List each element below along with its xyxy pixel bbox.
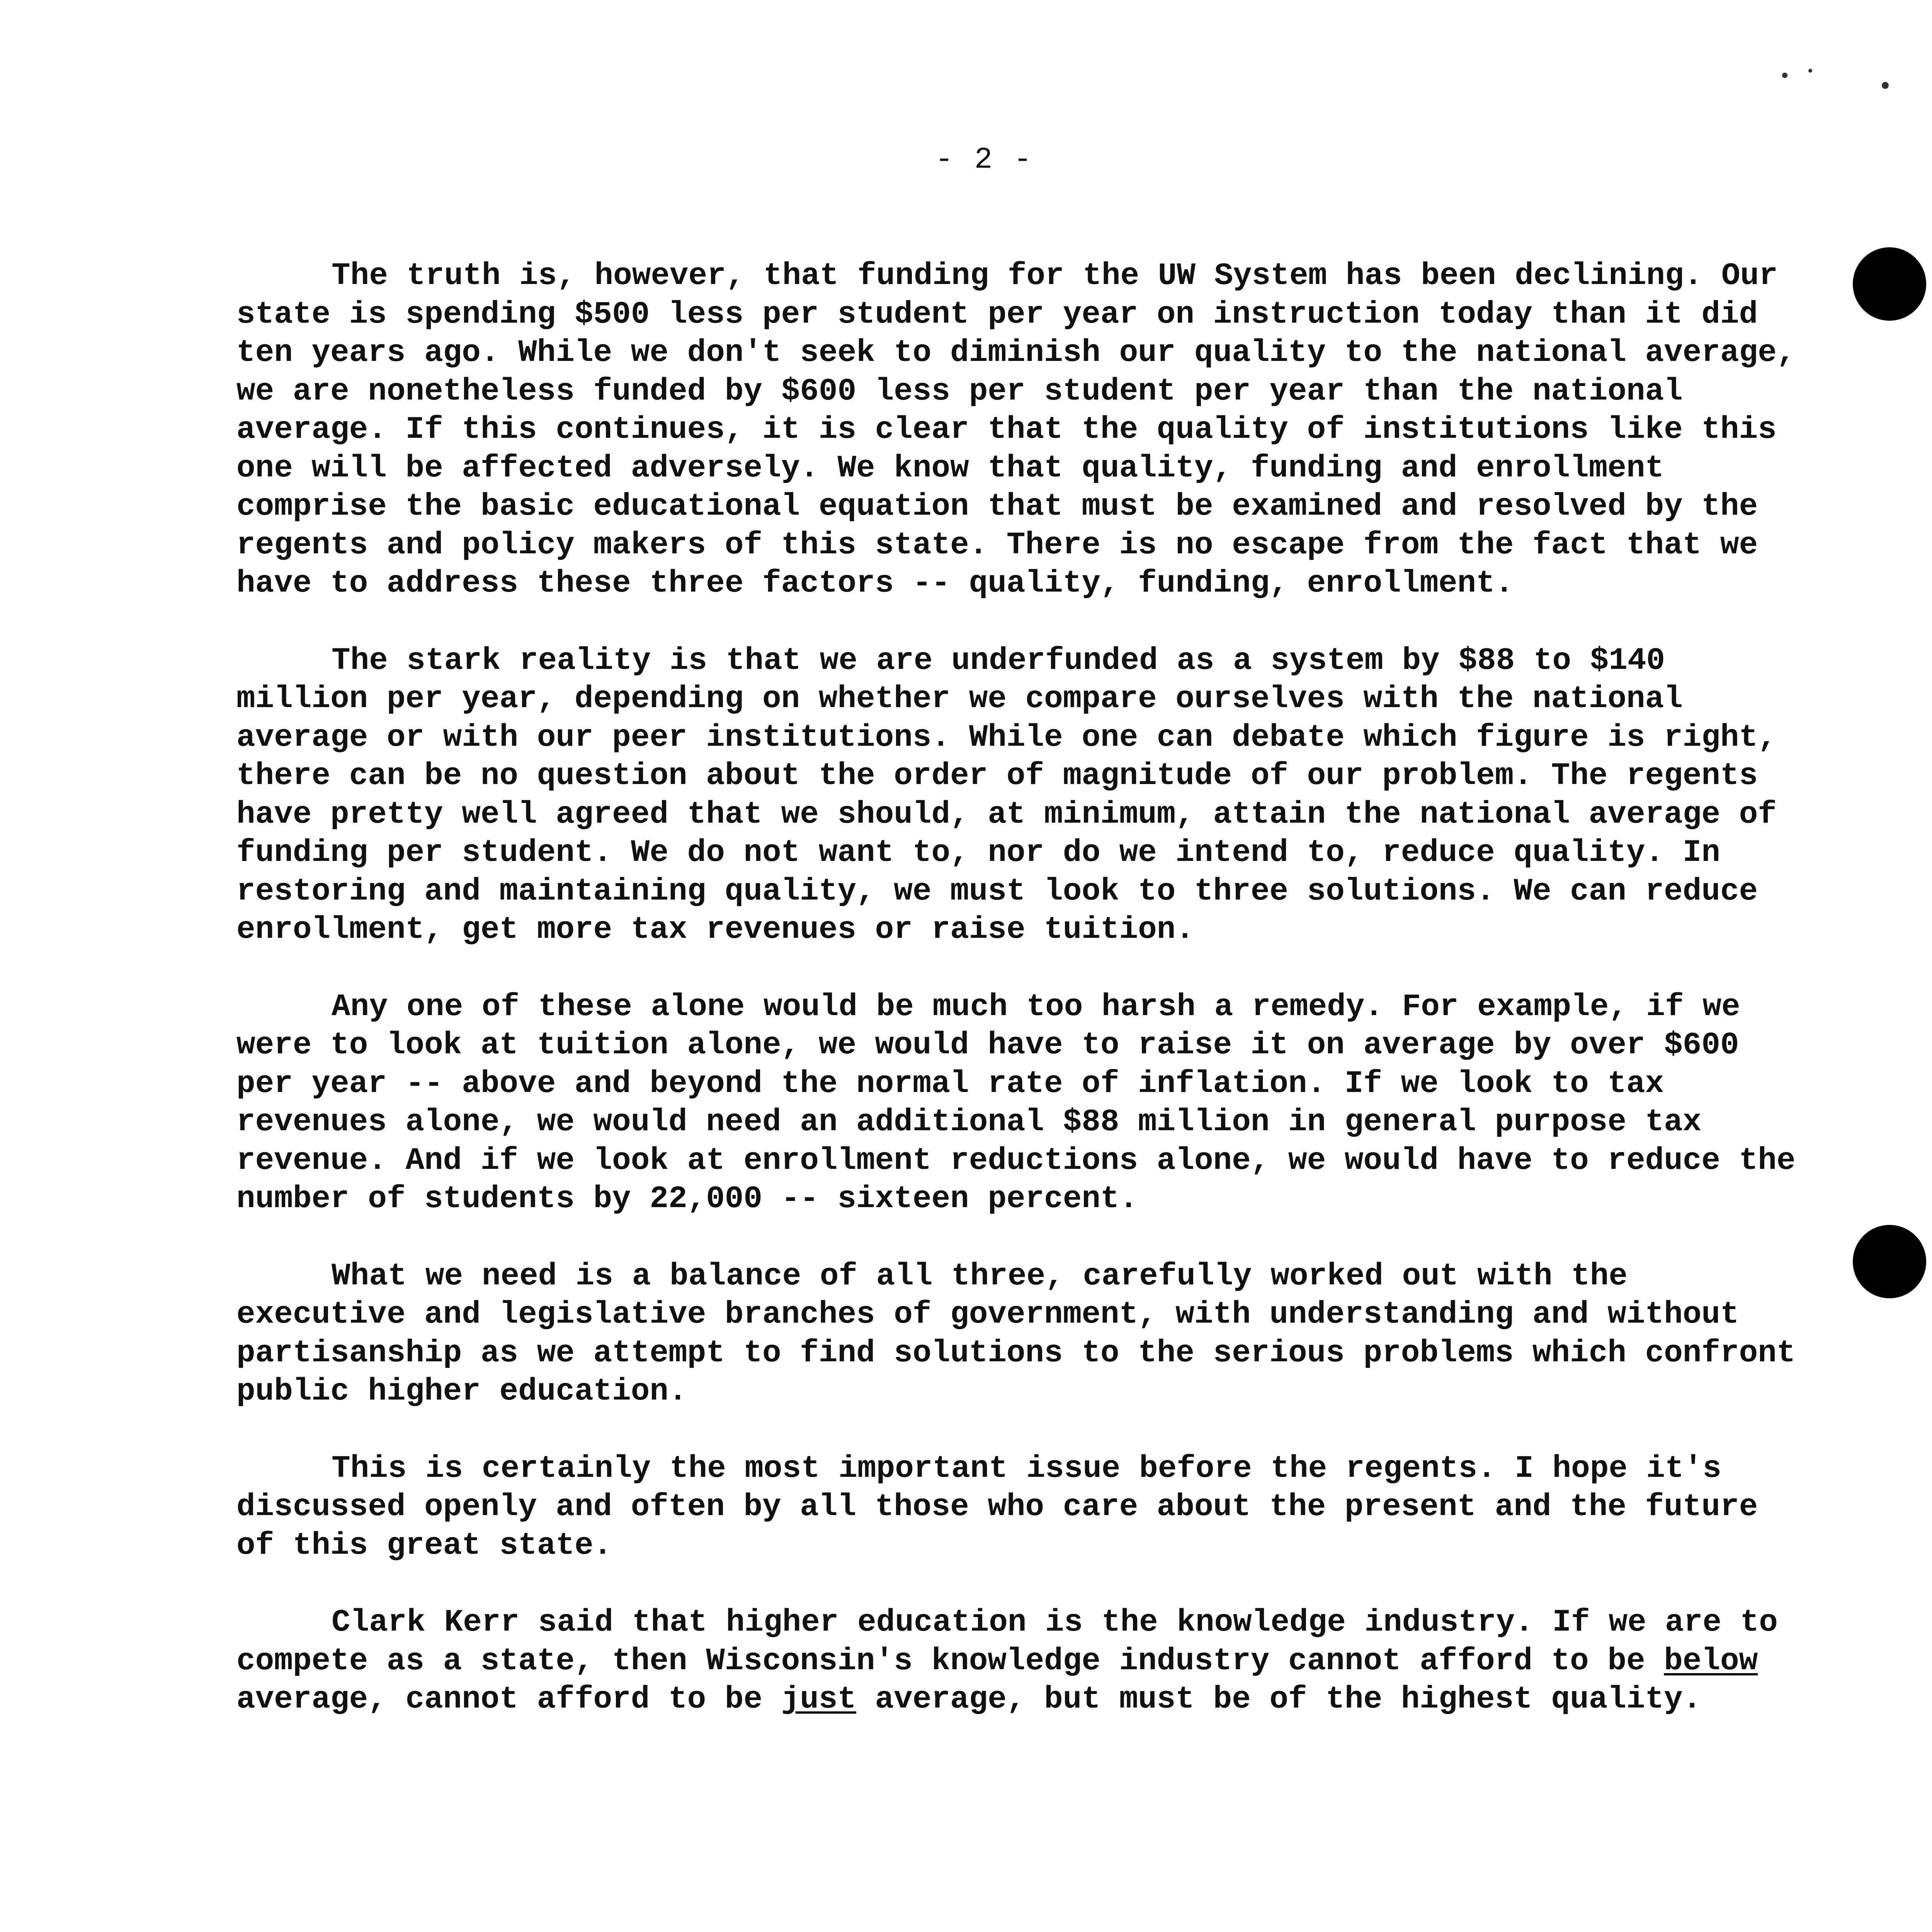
- paragraph-underfunding: The stark reality is that we are underfunded as a system by $88 to $140 million per year, depending on whether we compare ourselves with the national average or with our peer institutions. While one can debate which figure is right, there can be no question about the order of magnitude of our problem. The regents have pretty well agreed that we should, at minimum, attain the national average of funding per student. We do not want to, nor do we intend to, reduce quality. In restoring and maintaining quality, we must look to three solutions. We can reduce enrollment, get more tax revenues or raise tuition.: [236, 643, 1777, 947]
- underlined-below: below: [1664, 1643, 1758, 1679]
- paragraph-funding-decline: The truth is, however, that funding for the UW System has been declining. Our state is spending $500 less per student per year on instruction today than it did ten years ago. While we don't seek to diminish our quality to the national average, we are nonetheless funded by $600 less per student per year than the national average. If this continues, it is clear that the quality of institutions like this one will be affected adversely. We know that quality, funding and enrollment comprise the basic educational equation that must be examined and resolved by the regents and policy makers of this state. There is no escape from the fact that we have to address these three factors -- quality, funding, enrollment.: [236, 259, 1796, 601]
- scan-speck: [1882, 82, 1889, 89]
- kerr-text-part-1: Clark Kerr said that higher education is the knowledge industry. If we are to compete as a state, then Wisconsin's knowledge industry cannot afford to be: [236, 1605, 1778, 1679]
- letter-body: [236, 257, 1805, 1758]
- paragraph-knowledge-industry: [236, 1604, 1805, 1719]
- punch-hole-middle: [1853, 1225, 1926, 1298]
- scan-speck: [1808, 69, 1812, 73]
- underlined-just: just: [781, 1682, 857, 1717]
- punch-hole-top: [1853, 247, 1926, 321]
- paragraph-balance: What we need is a balance of all three, carefully worked out with the executive and legislative branches of government, with understanding and without partisanship as we attempt to find solutions to the serious problems which confront public higher education.: [236, 1259, 1796, 1409]
- kerr-text-part-3: average, but must be of the highest quality.: [856, 1682, 1702, 1717]
- paragraph-important-issue: This is certainly the most important issue before the regents. I hope it's discussed openly and often by all those who care about the present and the future of this great state.: [236, 1451, 1758, 1563]
- kerr-text-part-2: average, cannot afford to be: [236, 1682, 781, 1717]
- paragraph-remedies: Any one of these alone would be much too harsh a remedy. For example, if we were to look at tuition alone, we would have to raise it on average by over $600 per year -- above and beyond the normal rate of inflation. If we look to tax revenues alone, we would need an additional $88 million in general purpose tax revenue. And if we look at enrollment reductions alone, we would have to reduce the number of students by 22,000 -- sixteen percent.: [236, 989, 1796, 1217]
- scan-speck: [1782, 73, 1787, 78]
- page-number: - 2 -: [935, 143, 1034, 177]
